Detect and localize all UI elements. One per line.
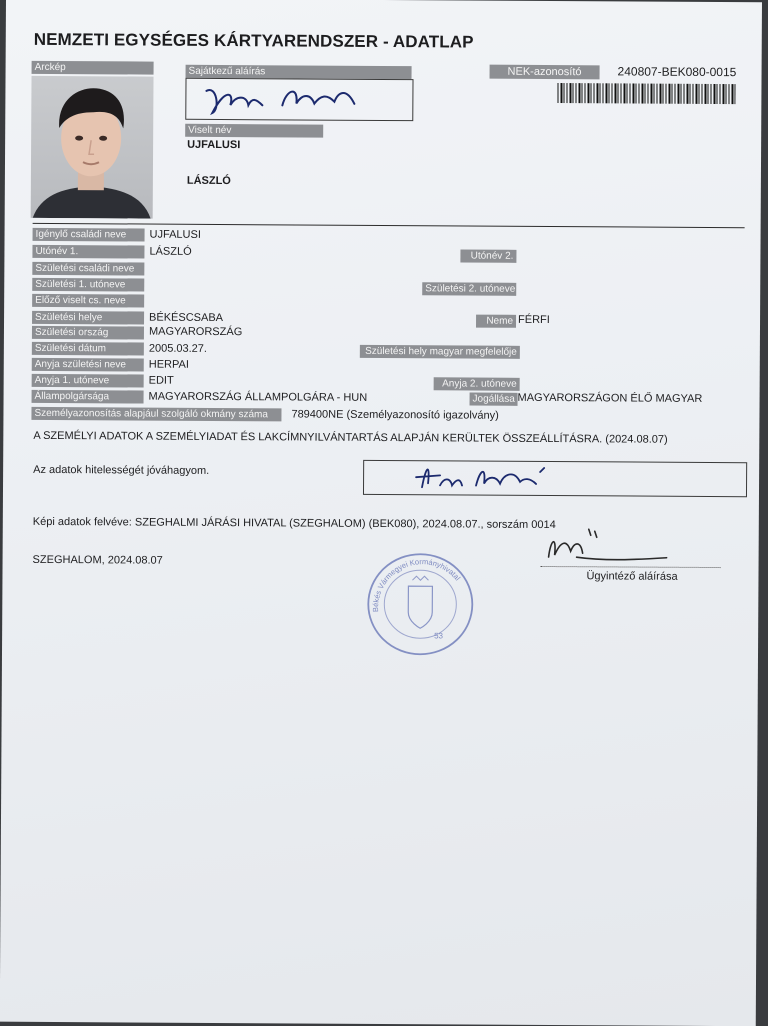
worn-name-label: Viselt név [185,124,323,138]
mother-given2-label: Anyja 2. utóneve [434,377,520,391]
citizenship-value: MAGYARORSZÁG ÁLLAMPOLGÁRA - HUN [148,390,368,404]
place-date: SZEGHALOM, 2024.08.07 [32,553,163,567]
sex-label: Neme [476,315,516,328]
applicant-signature [186,79,412,120]
worn-given-name: LÁSZLÓ [186,174,231,188]
birthplace-hu-label: Születési hely magyar megfelelője [360,345,520,359]
divider [33,223,745,228]
official-stamp [362,550,479,659]
mother-birthname-value: HERPAI [148,358,189,371]
officer-signature [537,521,687,572]
birth-country-label: Születési ország [32,326,144,340]
birth-given1-label: Születési 1. utóneve [32,278,144,292]
mother-given1-value: EDIT [148,374,174,387]
authenticate-text: Az adatok hitelességét jóváhagyom. [33,463,210,477]
birth-date-label: Születési dátum [32,342,144,356]
portrait-image [31,76,154,219]
approval-signature [364,461,746,496]
given1-label: Utónév 1. [32,245,144,259]
birthplace-value: BÉKÉSCSABA [149,311,224,325]
officer-signature-label: Ügyintéző aláírása [586,570,678,583]
applicant-family-label: Igénylő családi neve [33,228,145,242]
applicant-signature-box [185,78,413,121]
birth-country-value: MAGYARORSZÁG [148,325,243,339]
birth-family-label: Születési családi neve [32,262,144,276]
portrait-photo [31,76,154,219]
id-doc-value: 789400NE (Személyazonosító igazolvány) [291,408,499,422]
signature-label: Sajátkezű aláírás [186,65,412,79]
given1-value: LÁSZLÓ [149,245,192,258]
mother-given1-label: Anyja 1. utóneve [32,374,144,388]
approval-signature-box [363,460,747,497]
mother-birthname-label: Anyja születési neve [32,358,144,372]
stamp-arc-text: Békés Vármegyei Kormányhivatal [371,557,463,613]
applicant-family-value: UJFALUSI [149,228,201,241]
nek-label: NEK-azonosító [490,65,600,80]
nek-id: 240807-BEK080-0015 [617,64,737,80]
photo-data-text: Képi adatok felvéve: SZEGHALMI JÁRÁSI HIVATAL (SZEGHALOM) (BEK080), 2024.08.07., sorszám 0014 [32,515,556,532]
photo-label: Arckép [32,61,154,75]
citizenship-label: Állampolgársága [32,390,144,404]
legal-status-label: Jogállása [470,393,518,406]
statement: A SZEMÉLYI ADATOK A SZEMÉLYIADAT ÉS LAKCÍMNYILVÁNTARTÁS ALAPJÁN KERÜLTEK ÖSSZEÁLLÍTÁSRA. (2024.08.07) [33,429,668,446]
legal-status-value: MAGYARORSZÁGON ÉLŐ MAGYAR [517,391,703,405]
birth-date-value: 2005.03.27. [148,342,208,355]
worn-surname: UJFALUSI [187,138,241,152]
id-doc-label: Személyazonosítás alapjául szolgáló okmány száma [31,407,281,422]
given2-label: Utónév 2. [460,249,516,262]
document-title: NEMZETI EGYSÉGES KÁRTYARENDSZER - ADATLAP [33,29,474,52]
birthplace-label: Születési helye [32,311,144,325]
stamp-number: 53 [434,631,444,641]
sex-value: FÉRFI [518,313,550,327]
barcode [557,83,735,104]
birth-given2-label: Születési 2. utóneve [422,282,516,296]
prev-name-label: Előző viselt cs. neve [32,294,144,308]
